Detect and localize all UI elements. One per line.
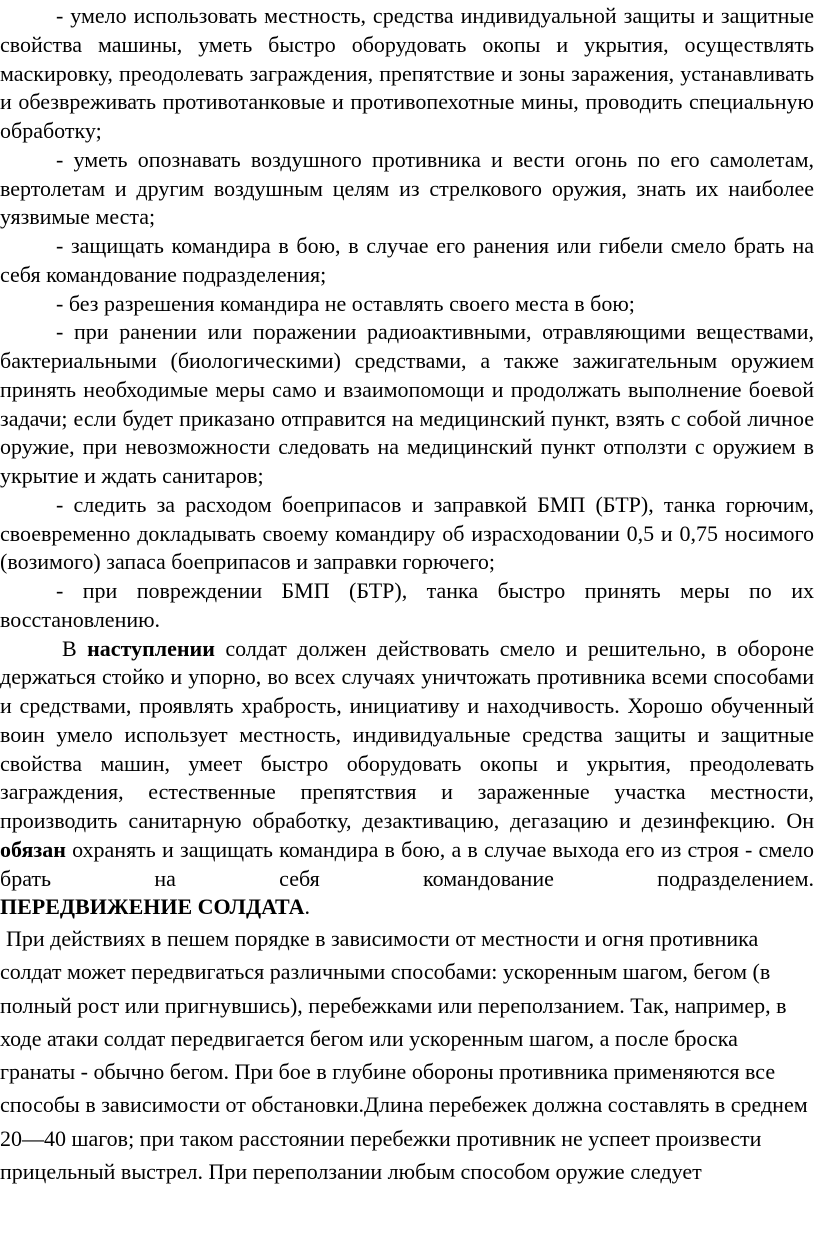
paragraph-vehicle-repair: - при повреждении БМП (БТР), танка быстро принять меры по их восстановлению.	[0, 578, 814, 632]
sparse-text-block	[0, 922, 816, 1188]
section-heading-dot: .	[304, 894, 310, 920]
section-heading	[0, 893, 814, 922]
paragraph-protect-commander: - защищать командира в бою, в случае его ранения или гибели смело брать на себя командование подразделения;	[0, 233, 814, 287]
paragraph-attack	[0, 635, 814, 894]
paragraph-skills: - умело использовать местность, средства индивидуальной защиты и защитные свойства машины, уметь быстро оборудовать окопы и укрытия, осуществлять маскировку, преодолевать заграждения, препятствие и зоны заражения, устанавливать и обезвреживать противотанковые и противопехотные мины, проводить специальную обработку;	[0, 3, 814, 143]
attack-middle: солдат должен действовать смело и решительно, в обороне держаться стойко и упорно, во всех случаях уничтожать противника всеми способами и средствами, проявлять храбрость, инициативу и находчивость. Хорошо обученный воин умело использует местность, индивидуальные средства защиты и защитные свойства машин, умеет быстро оборудовать окопы и укрытия, преодолевать заграждения, естественные препятствия и зараженные участка местности, производить санитарную обработку, дезактивацию, дегазацию и дезинфекцию. Он	[0, 635, 814, 833]
section-heading-title: ПЕРЕДВИЖЕНИЕ СОЛДАТА	[0, 894, 305, 920]
paragraph-ammunition: - следить за расходом боеприпасов и заправкой БМП (БТР), танка горючим, своевременно докладывать своему командиру об израсходовании 0,5 и 0,75 носимого (возимого) запаса боеприпасов и заправки горючего;	[0, 491, 814, 575]
attack-bold-obliged: обязан	[0, 836, 66, 862]
attack-tail: охранять и защищать командира в бою, а в случае выхода его из строя - смело брать на себя командование подразделением.	[0, 836, 814, 891]
attack-lead: В	[62, 635, 88, 661]
paragraph-air-enemy: - уметь опознавать воздушного противника и вести огонь по его самолетам, вертолетам и другим воздушным целям из стрелкового оружия, знать их наиболее уязвимые места;	[0, 146, 814, 230]
paragraph-movement: При действиях в пешем порядке в зависимости от местности и огня противника солдат может передвигаться различными способами: ускоренным шагом, бегом (в полный рост или пригнувшись), перебежками или переползанием. Так, например, в ходе атаки солдат передвигается бегом или ускоренным шагом, а после броска гранаты - обычно бегом. При бое в глубине обороны противника применяются все способы в зависимости от обстановки.Длина перебежек должна составлять в среднем 20—40 шагов; при таком расстоянии перебежки противник не успеет произвести прицельный выстрел. При переползании любым способом оружие следует	[0, 926, 808, 1185]
attack-bold-offensive: наступлении	[87, 635, 215, 661]
paragraph-hold-position: - без разрешения командира не оставлять своего места в бою;	[56, 290, 635, 316]
paragraph-wounded: - при ранении или поражении радиоактивными, отравляющими веществами, бактериальными (биологическими) средствами, а также зажигательным оружием принять необходимые меры само и взаимопомощи и продолжать выполнение боевой задачи; если будет приказано отправится на медицинский пункт, взять с собой личное оружие, при невозможности следовать на медицинский пункт отползти с оружием в укрытие и ждать санитаров;	[0, 319, 814, 488]
